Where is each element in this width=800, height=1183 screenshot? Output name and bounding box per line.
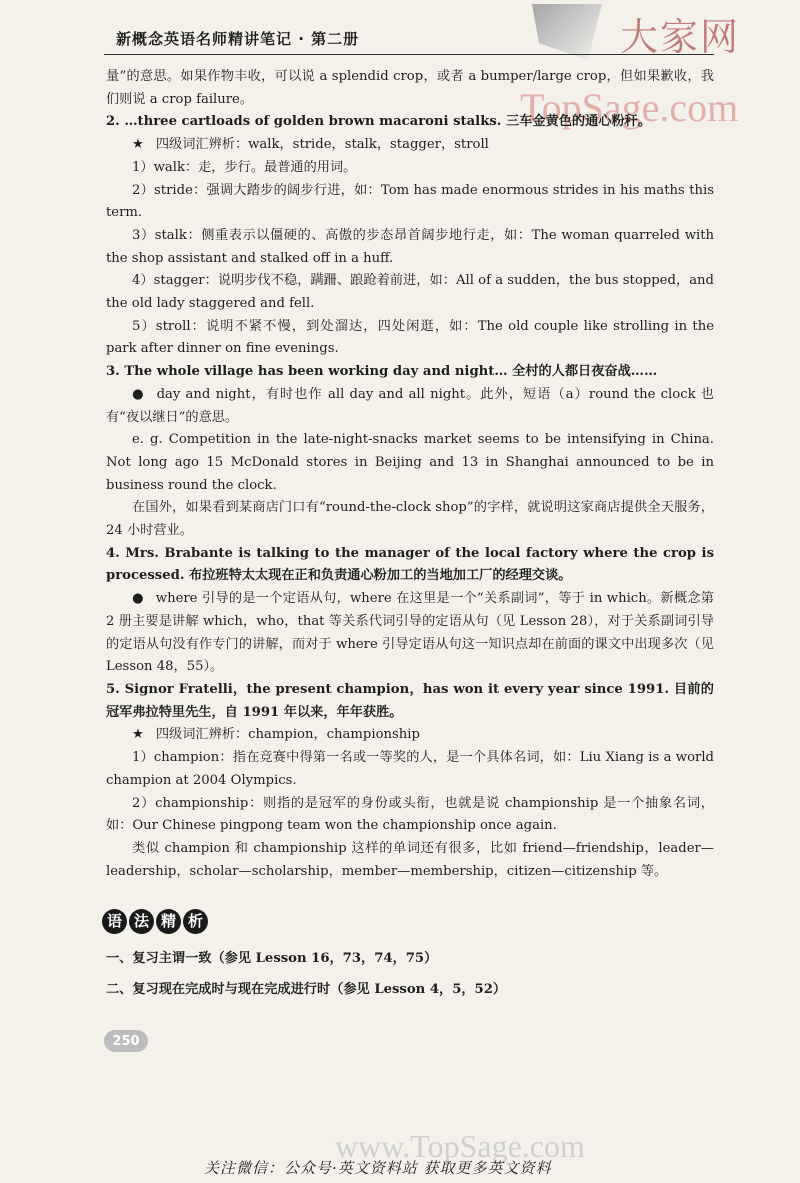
- sentence-3: 3. The whole village has been working day and night… 全村的人都日夜奋战……: [106, 364, 658, 380]
- grammar-item-1: 一、复习主谓一致（参见 Lesson 16，73，74，75）: [106, 951, 438, 967]
- badge-jing: 精: [156, 909, 181, 934]
- corner-decoration: [532, 4, 602, 60]
- badge-fa: 法: [129, 909, 154, 934]
- vocab-stagger: 4）stagger：说明步伐不稳，蹒跚、踉跄着前进，如：All of a sudden，the bus stopped，and the old lady staggered and fell.: [106, 273, 714, 312]
- main-content: [106, 66, 714, 1002]
- vocab-walk: 1）walk：走，步行。最普通的用词。: [132, 159, 357, 175]
- paragraph-crop: 量”的意思。如果作物丰收，可以说 a splendid crop，或者 a bumper/large crop，但如果歉收，我们则说 a crop failure。: [106, 69, 714, 107]
- note-text: where 引导的是一个定语从句，where 在这里是一个“关系副词”，等于 in which。新概念第 2 册主要是讲解 which，who，that 等关系代词引导的定语从句（见 Lesson 28），对于关系副词引导的定语从句没有作专门的讲解，而对于 where 引导定语从句这一知识点却在前面的课文中出现多次（见 Lesson 48，55）。: [106, 591, 714, 675]
- grammar-item-2: 二、复习现在完成时与现在完成进行时（参见 Lesson 4，5，52）: [106, 982, 507, 998]
- note-where-clause: [106, 588, 714, 679]
- vocab-heading-walk: [106, 134, 714, 157]
- grammar-section-title: [102, 909, 714, 934]
- vocab-heading-text: 四级词汇辨析：walk，stride，stalk，stagger，stroll: [155, 137, 489, 153]
- watermark-site: TopSage.com: [520, 85, 739, 130]
- vocab-champion: 1）champion：指在竞赛中得第一名或一等奖的人，是一个具体名词，如：Liu Xiang is a world champion at 2004 Olympics.: [106, 750, 714, 788]
- watermark-logo: 大家网: [620, 15, 741, 59]
- page-number: 250: [104, 1030, 148, 1052]
- footer-text: 关注微信：公众号·英文资料站 获取更多英文资料: [204, 1159, 552, 1177]
- note-text: day and night，有时也作 all day and all night。此外，短语（a）round the clock 也有“夜以继日”的意思。: [106, 386, 714, 425]
- star-icon: ★: [132, 727, 144, 743]
- badge-yu: 语: [102, 909, 127, 934]
- badge-xi: 析: [183, 909, 208, 934]
- example-round-the-clock: e. g. Competition in the late-night-snacks market seems to be intensifying in China. Not long ago 15 McDonald stores in Beijing and 13 in Shanghai announced to be in business round the clock.: [106, 432, 714, 493]
- vocab-stalk: 3）stalk：侧重表示以僵硬的、高傲的步态昂首阔步地行走，如：The woman quarreled with the shop assistant and stalked off in a huff.: [106, 227, 714, 266]
- footer-watermark: www.TopSage.com: [335, 1128, 585, 1164]
- vocab-championship: 2）championship：则指的是冠军的身份或头衔，也就是说 championship 是一个抽象名词，如：Our Chinese pingpong team won the championship once again.: [106, 795, 714, 834]
- sentence-4: 4. Mrs. Brabante is talking to the manager of the local factory where the crop is processed. 布拉班特太太现在正和负责通心粉加工的当地加工厂的经理交谈。: [106, 545, 714, 584]
- vocab-similar-words: 类似 champion 和 championship 这样的单词还有很多，比如 friend—friendship，leader—leadership，scholar—scholarship，member—membership，citizen—citizenship 等。: [106, 840, 714, 879]
- star-icon: ★: [132, 137, 144, 153]
- bullet-icon: ●: [132, 386, 145, 402]
- bullet-icon: ●: [132, 591, 144, 607]
- note-day-and-night: [106, 384, 714, 429]
- vocab-stroll: 5）stroll：说明不紧不慢，到处溜达，四处闲逛，如：The old couple like strolling in the park after dinner on fine evenings.: [106, 318, 714, 357]
- vocab-stride: 2）stride：强调大踏步的阔步行进，如：Tom has made enormous strides in his maths this term.: [106, 182, 714, 221]
- note-round-the-clock-shop: 在国外，如果看到某商店门口有“round-the-clock shop”的字样，就说明这家商店提供全天服务，24 小时营业。: [106, 500, 714, 539]
- vocab-heading-champion: [106, 724, 714, 747]
- sentence-2: 2. …three cartloads of golden brown macaroni stalks. 三车金黄色的通心粉秆。: [106, 114, 652, 130]
- vocab-heading-text: 四级词汇辨析：champion，championship: [155, 727, 420, 743]
- header-title: 新概念英语名师精讲笔记 · 第二册: [116, 30, 360, 48]
- sentence-5: 5. Signor Fratelli，the present champion，has won it every year since 1991. 目前的冠军弗拉特里先生，自 1991 年以来，年年获胜。: [106, 681, 714, 720]
